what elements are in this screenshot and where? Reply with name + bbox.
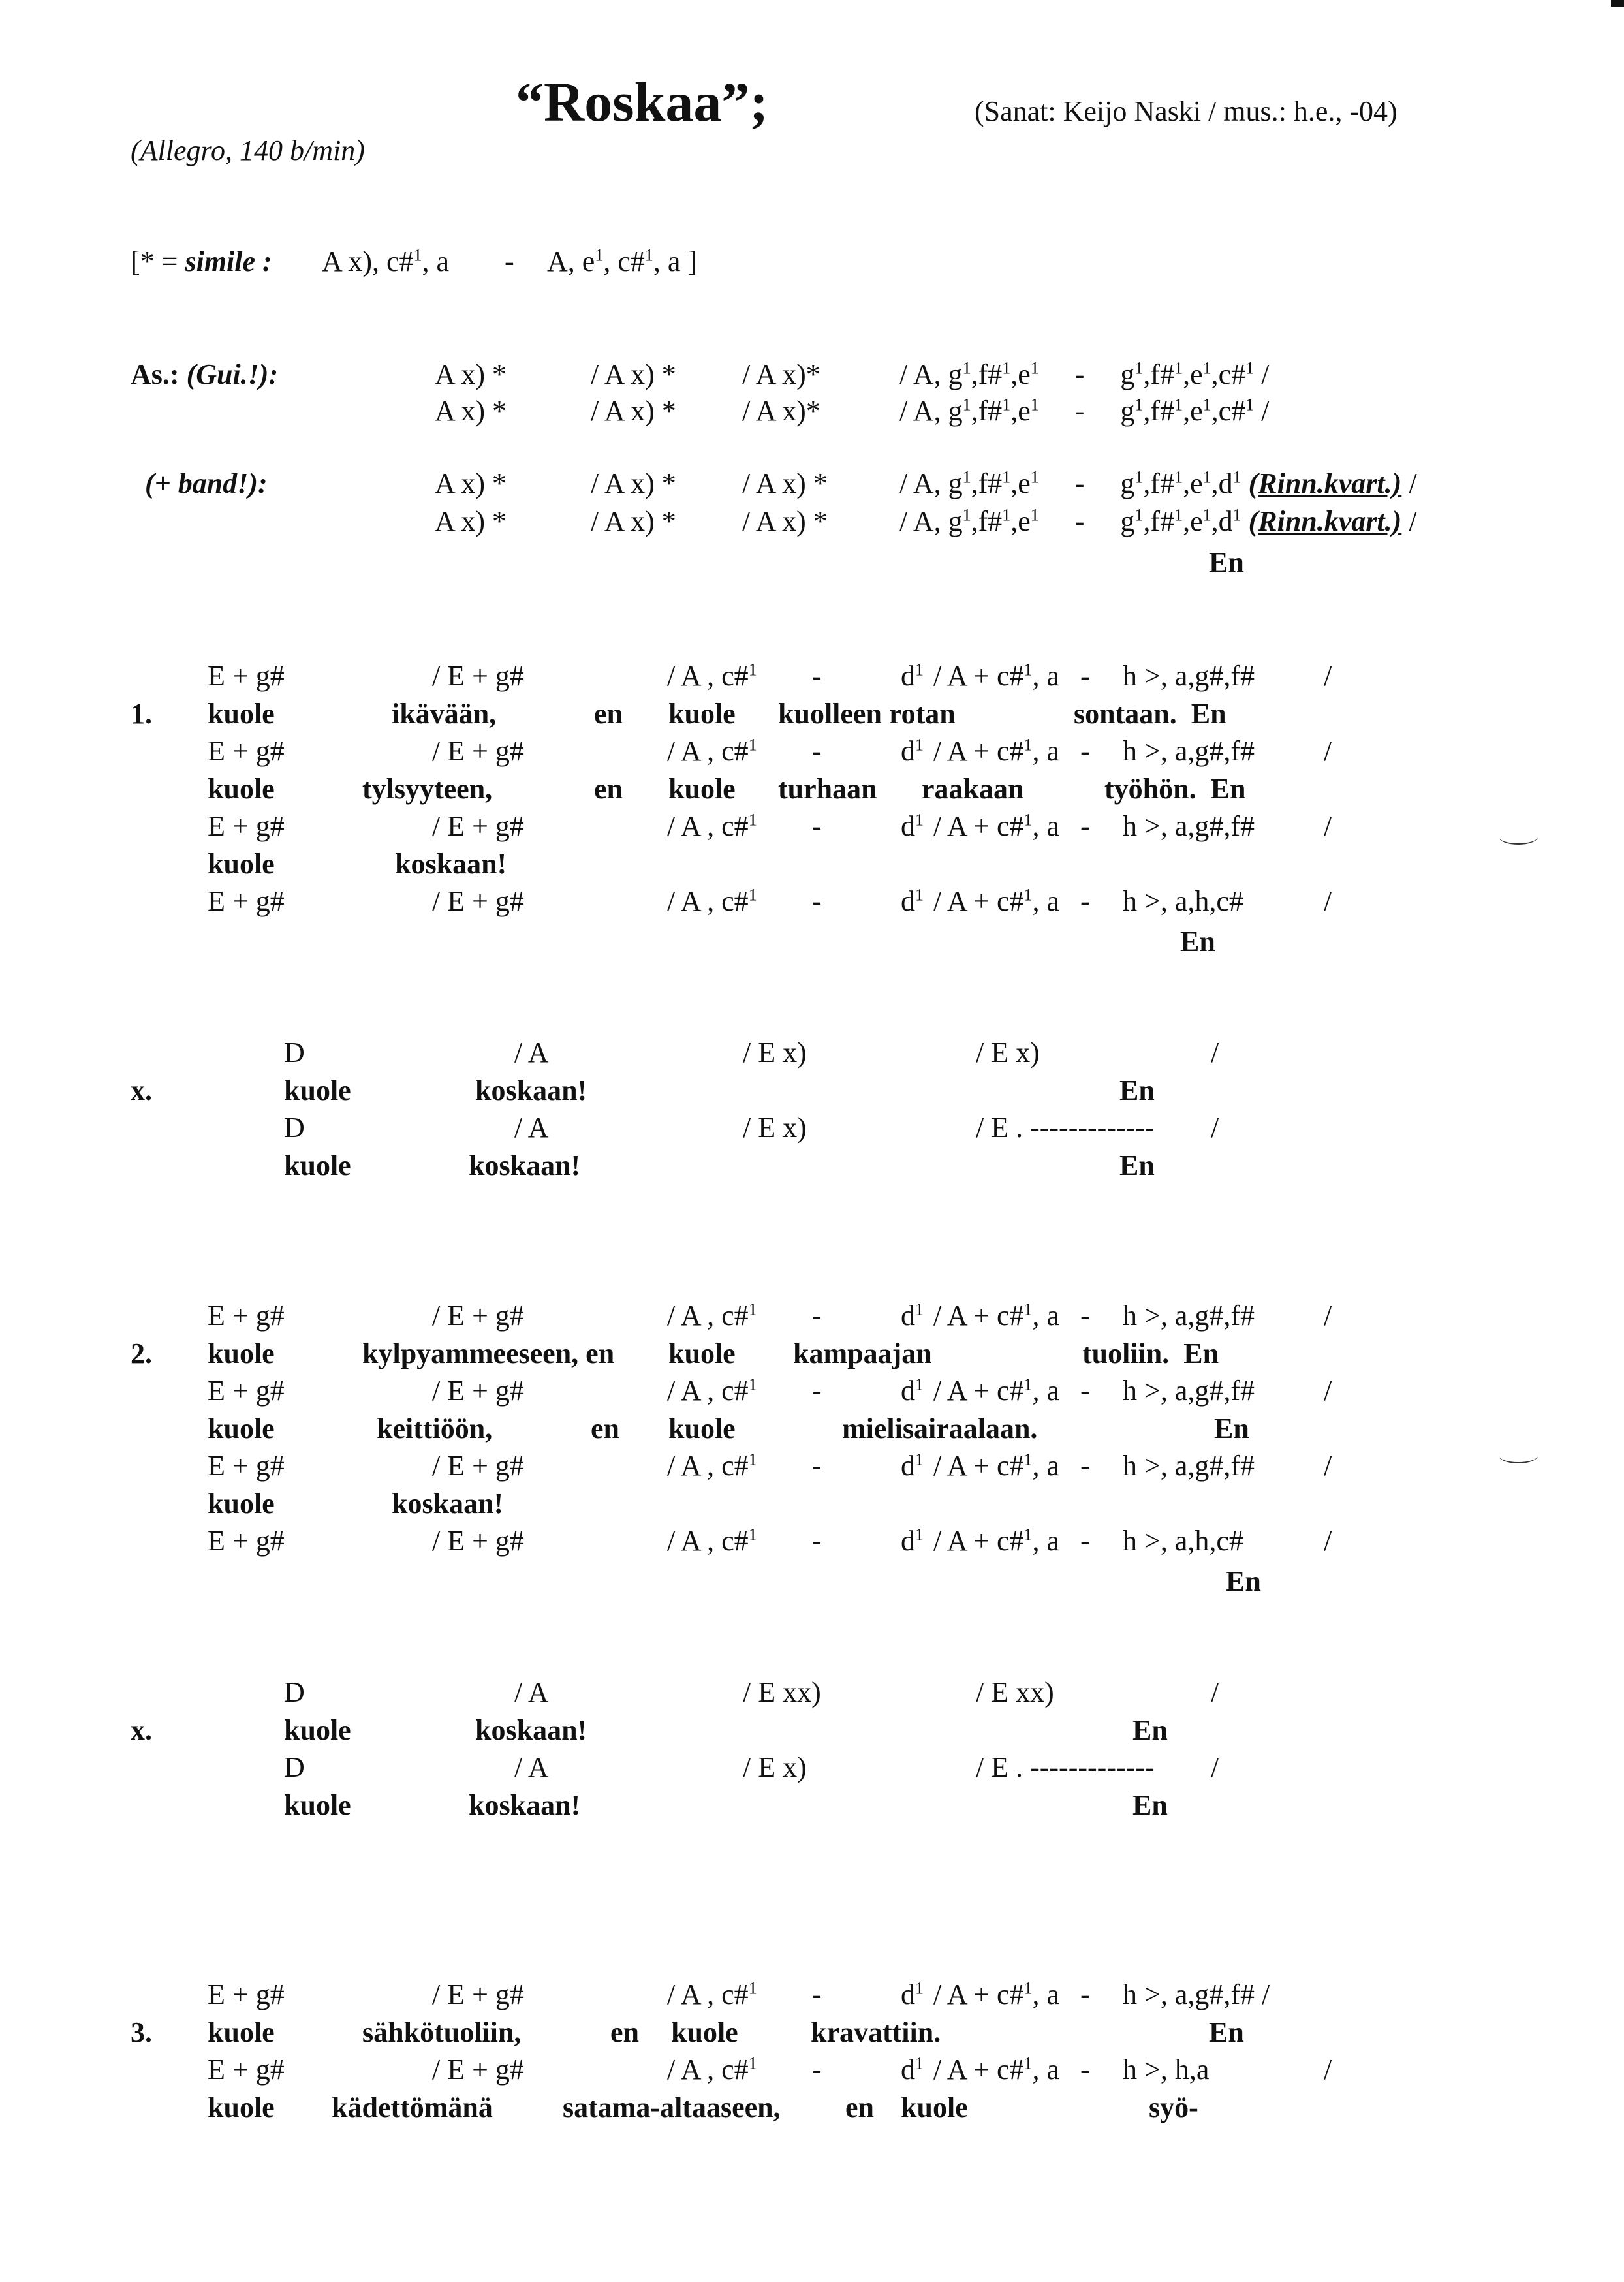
- intro-en: En: [1209, 546, 1244, 578]
- verse-number: 1.: [131, 698, 152, 730]
- lyric: koskaan!: [475, 1714, 587, 1746]
- lyric: koskaan!: [469, 1149, 581, 1181]
- chord: $d^1$: [901, 735, 924, 767]
- chord: $d^1$: [901, 1375, 924, 1407]
- chord-ending: h >, a,h,c#: [1123, 885, 1243, 917]
- chord-dash: -: [812, 885, 822, 917]
- lyric: kylpyammeeseen, en: [362, 1337, 615, 1369]
- chord: / E x): [743, 1751, 807, 1783]
- lyric: kuole: [671, 2016, 738, 2048]
- refrain-label: x.: [131, 1074, 152, 1106]
- chord-ending: h >, a,g#,f#: [1123, 1300, 1255, 1332]
- chord-dash: -: [812, 1525, 822, 1557]
- chord: E + g#: [208, 1978, 285, 2010]
- chord: $d^1$: [901, 1978, 924, 2010]
- refrain-label: x.: [131, 1714, 152, 1746]
- intro-run: / A, $g^1,f\#^1,e^1$ - $g^1,f\#^1,e^1,d^1$ (Rinn.kvart.) /: [899, 467, 1417, 499]
- chord: / E + g#: [432, 735, 524, 767]
- lyric: kuole: [208, 773, 275, 805]
- chord-ending: h >, a,g#,f#: [1123, 810, 1255, 842]
- chord: / A , c#$^1$: [667, 735, 757, 767]
- chord: / A , c#$^1$: [667, 2054, 757, 2086]
- lyric: kuole: [284, 1789, 351, 1821]
- chord-dash: -: [1080, 660, 1090, 692]
- simile-dash: -: [505, 245, 514, 277]
- lyric: en: [610, 2016, 639, 2048]
- intro-chord: / A x)*: [742, 358, 820, 390]
- lyric: raakaan: [922, 773, 1024, 805]
- lyric: turhaan: [778, 773, 877, 805]
- lyric: kuole: [208, 1488, 275, 1520]
- bar-line: /: [1211, 1751, 1219, 1783]
- chord-dash: -: [1080, 1525, 1090, 1557]
- lyric: kuole: [284, 1149, 351, 1181]
- chord-ending: h >, a,h,c#: [1123, 1525, 1243, 1557]
- chord: $d^1$: [901, 810, 924, 842]
- chord-dash: -: [812, 660, 822, 692]
- lyric: En: [1132, 1789, 1168, 1821]
- chord: / E + g#: [432, 1375, 524, 1407]
- verse-number: 2.: [131, 1337, 152, 1369]
- lyric: kuole: [208, 2016, 275, 2048]
- intro-band-label: (+ band!):: [145, 467, 268, 499]
- chord: / A + c#$^1$, a: [933, 1978, 1060, 2010]
- chord: / E . -------------: [976, 1112, 1155, 1144]
- chord: / E x): [976, 1037, 1040, 1069]
- chord-ending: h >, a,g#,f#: [1123, 1375, 1255, 1407]
- chord: / A: [514, 1037, 549, 1069]
- lyric: kuole: [208, 1413, 275, 1445]
- lyric: sähkötuoliin,: [362, 2016, 522, 2048]
- chord: / A: [514, 1676, 549, 1708]
- chord: / A + c#$^1$, a: [933, 1525, 1060, 1557]
- chord: / E + g#: [432, 1300, 524, 1332]
- intro-chord: A x) *: [435, 395, 507, 427]
- chord-dash: -: [1080, 1375, 1090, 1407]
- chord: $d^1$: [901, 2054, 924, 2086]
- lyric: koskaan!: [395, 848, 507, 880]
- chord: / A , c#$^1$: [667, 1978, 757, 2010]
- chord-ending: h >, a,g#,f#: [1123, 1450, 1255, 1482]
- chord: / A: [514, 1112, 549, 1144]
- lyric: En: [1119, 1149, 1155, 1181]
- chord: $d^1$: [901, 1525, 924, 1557]
- chord: E + g#: [208, 1300, 285, 1332]
- lyric: en: [845, 2091, 874, 2123]
- chord-ending: h >, h,a: [1123, 2054, 1210, 2086]
- bar-line: /: [1324, 1300, 1332, 1332]
- chord-dash: -: [1080, 735, 1090, 767]
- lyric: kuole: [208, 848, 275, 880]
- lyric: en: [594, 698, 623, 730]
- chord-ending: h >, a,g#,f#: [1123, 660, 1255, 692]
- chord: / E + g#: [432, 885, 524, 917]
- lyric: koskaan!: [392, 1488, 504, 1520]
- chord-ending: h >, a,g#,f# /: [1123, 1978, 1270, 2010]
- chord: / E x): [743, 1037, 807, 1069]
- lyric: koskaan!: [469, 1789, 581, 1821]
- chord-dash: -: [812, 1375, 822, 1407]
- verse-en: En: [1209, 2016, 1244, 2048]
- lyric: kravattiin.: [811, 2016, 941, 2048]
- chord: E + g#: [208, 2054, 285, 2086]
- chord: / A , c#$^1$: [667, 1525, 757, 1557]
- chord: / E . -------------: [976, 1751, 1155, 1783]
- lyric: kuole: [208, 1337, 275, 1369]
- chord-dash: -: [812, 810, 822, 842]
- lyric: satama-altaaseen,: [563, 2091, 781, 2123]
- chord: E + g#: [208, 1450, 285, 1482]
- chord-dash: -: [1080, 810, 1090, 842]
- bar-line: /: [1211, 1676, 1219, 1708]
- intro-chord: / A x) *: [591, 505, 676, 537]
- chord: / A , c#$^1$: [667, 1300, 757, 1332]
- intro-chord: / A x) *: [591, 358, 676, 390]
- lyric: kuole: [284, 1074, 351, 1106]
- tempo-marking: (Allegro, 140 b/min): [131, 134, 365, 166]
- lyric: kuole: [901, 2091, 968, 2123]
- intro-run: / A, $g^1,f\#^1,e^1$ - $g^1,f\#^1,e^1,c\#^1$ /: [899, 358, 1270, 390]
- chord: / A + c#$^1$, a: [933, 2054, 1060, 2086]
- chord: / A: [514, 1751, 549, 1783]
- chord-ending: h >, a,g#,f#: [1123, 735, 1255, 767]
- chord: / E x): [743, 1112, 807, 1144]
- chord: / E + g#: [432, 810, 524, 842]
- chord: / A + c#$^1$, a: [933, 1375, 1060, 1407]
- bar-line: /: [1211, 1112, 1219, 1144]
- bar-line: /: [1211, 1037, 1219, 1069]
- lyric: kuole: [208, 2091, 275, 2123]
- chord: $d^1$: [901, 1300, 924, 1332]
- chord: / E + g#: [432, 1450, 524, 1482]
- lyric: mielisairaalaan.: [842, 1413, 1038, 1445]
- chord-dash: -: [1080, 2054, 1090, 2086]
- lyric: kuole: [668, 1337, 736, 1369]
- chord: D: [284, 1751, 305, 1783]
- chord: $d^1$: [901, 660, 924, 692]
- chord: / A , c#$^1$: [667, 810, 757, 842]
- chord-dash: -: [812, 735, 822, 767]
- chord: / A , c#$^1$: [667, 660, 757, 692]
- chord: D: [284, 1037, 305, 1069]
- lyric: en: [591, 1413, 619, 1445]
- intro-chord: / A x) *: [742, 505, 828, 537]
- chord-dash: -: [812, 2054, 822, 2086]
- chord: / E + g#: [432, 660, 524, 692]
- chord: / A + c#$^1$, a: [933, 735, 1060, 767]
- chord: D: [284, 1112, 305, 1144]
- song-credits: (Sanat: Keijo Naski / mus.: h.e., -04): [975, 95, 1398, 127]
- lyric: koskaan!: [475, 1074, 587, 1106]
- chord: / E + g#: [432, 1525, 524, 1557]
- chord: E + g#: [208, 810, 285, 842]
- verse-en: En: [1226, 1565, 1261, 1597]
- bar-line: /: [1324, 1450, 1332, 1482]
- chord: / E xx): [976, 1676, 1054, 1708]
- intro-guitar-label: As.: (Gui.!):: [131, 358, 279, 390]
- simile-chord-2: A, $e^1$, c#$^1$, a ]: [547, 245, 698, 277]
- chord: / A , c#$^1$: [667, 885, 757, 917]
- lyric: kampaajan: [793, 1337, 932, 1369]
- intro-chord: / A x) *: [742, 467, 828, 499]
- chord-dash: -: [1080, 1300, 1090, 1332]
- chord: E + g#: [208, 735, 285, 767]
- chord: / A , c#$^1$: [667, 1450, 757, 1482]
- chord: / A + c#$^1$, a: [933, 810, 1060, 842]
- chord: / E + g#: [432, 1978, 524, 2010]
- chord: E + g#: [208, 1525, 285, 1557]
- lyric: tuoliin. En: [1082, 1337, 1219, 1369]
- chord: / E xx): [743, 1676, 821, 1708]
- intro-chord: A x) *: [435, 358, 507, 390]
- lyric: kuole: [284, 1714, 351, 1746]
- rinn-kvart-note: (Rinn.kvart.): [1248, 467, 1402, 499]
- song-title: “Roskaa”;: [516, 70, 769, 133]
- simile-chord-1: A x), c#$^1$, a: [322, 245, 450, 277]
- lyric: työhön. En: [1104, 773, 1246, 805]
- chord-dash: -: [1080, 885, 1090, 917]
- chord-dash: -: [1080, 1978, 1090, 2010]
- lyric: kuole: [668, 698, 736, 730]
- bar-line: /: [1324, 810, 1332, 842]
- chord: D: [284, 1676, 305, 1708]
- bar-line: /: [1324, 660, 1332, 692]
- rinn-kvart-note: (Rinn.kvart.): [1248, 505, 1402, 537]
- chord-dash: -: [812, 1300, 822, 1332]
- intro-run: / A, $g^1,f\#^1,e^1$ - $g^1,f\#^1,e^1,d^1$ (Rinn.kvart.) /: [899, 505, 1417, 537]
- chord: E + g#: [208, 660, 285, 692]
- lyric: en: [594, 773, 623, 805]
- verse-number: 3.: [131, 2016, 152, 2048]
- chord: E + g#: [208, 1375, 285, 1407]
- lyric: kädettömänä: [332, 2091, 493, 2123]
- intro-chord: / A x) *: [591, 467, 676, 499]
- lyric: kuole: [208, 698, 275, 730]
- margin-mark: [1499, 829, 1538, 845]
- bar-line: /: [1324, 2054, 1332, 2086]
- lyric: syö-: [1149, 2091, 1198, 2123]
- intro-run: / A, $g^1,f\#^1,e^1$ - $g^1,f\#^1,e^1,c\#^1$ /: [899, 395, 1270, 427]
- chord: / A + c#$^1$, a: [933, 885, 1060, 917]
- lyric: kuole: [668, 1413, 736, 1445]
- chord: E + g#: [208, 885, 285, 917]
- lyric: ikävään,: [392, 698, 497, 730]
- chord: / A + c#$^1$, a: [933, 1450, 1060, 1482]
- chord: / E + g#: [432, 2054, 524, 2086]
- simile-bracket: [* = simile :: [131, 245, 272, 277]
- intro-chord: / A x) *: [591, 395, 676, 427]
- chord-dash: -: [812, 1450, 822, 1482]
- lyric: keittiöön,: [377, 1413, 493, 1445]
- lyric: kuole: [668, 773, 736, 805]
- bar-line: /: [1324, 1525, 1332, 1557]
- chord-dash: -: [812, 1978, 822, 2010]
- chord: $d^1$: [901, 1450, 924, 1482]
- intro-chord: / A x)*: [742, 395, 820, 427]
- bar-line: /: [1324, 885, 1332, 917]
- chord: / A + c#$^1$, a: [933, 1300, 1060, 1332]
- lyric: En: [1132, 1714, 1168, 1746]
- lyric: tylsyyteen,: [362, 773, 493, 805]
- chord: $d^1$: [901, 885, 924, 917]
- bar-line: /: [1324, 1375, 1332, 1407]
- lyric: En: [1119, 1074, 1155, 1106]
- verse-en: En: [1214, 1413, 1249, 1445]
- intro-chord: A x) *: [435, 505, 507, 537]
- scan-edge-mark: [1611, 0, 1624, 7]
- chord: / A + c#$^1$, a: [933, 660, 1060, 692]
- bar-line: /: [1324, 735, 1332, 767]
- verse-en: En: [1180, 926, 1215, 958]
- lyric: sontaan. En: [1074, 698, 1226, 730]
- lyric: kuolleen rotan: [778, 698, 956, 730]
- margin-mark: [1499, 1448, 1538, 1463]
- intro-chord: A x) *: [435, 467, 507, 499]
- chord-dash: -: [1080, 1450, 1090, 1482]
- chord: / A , c#$^1$: [667, 1375, 757, 1407]
